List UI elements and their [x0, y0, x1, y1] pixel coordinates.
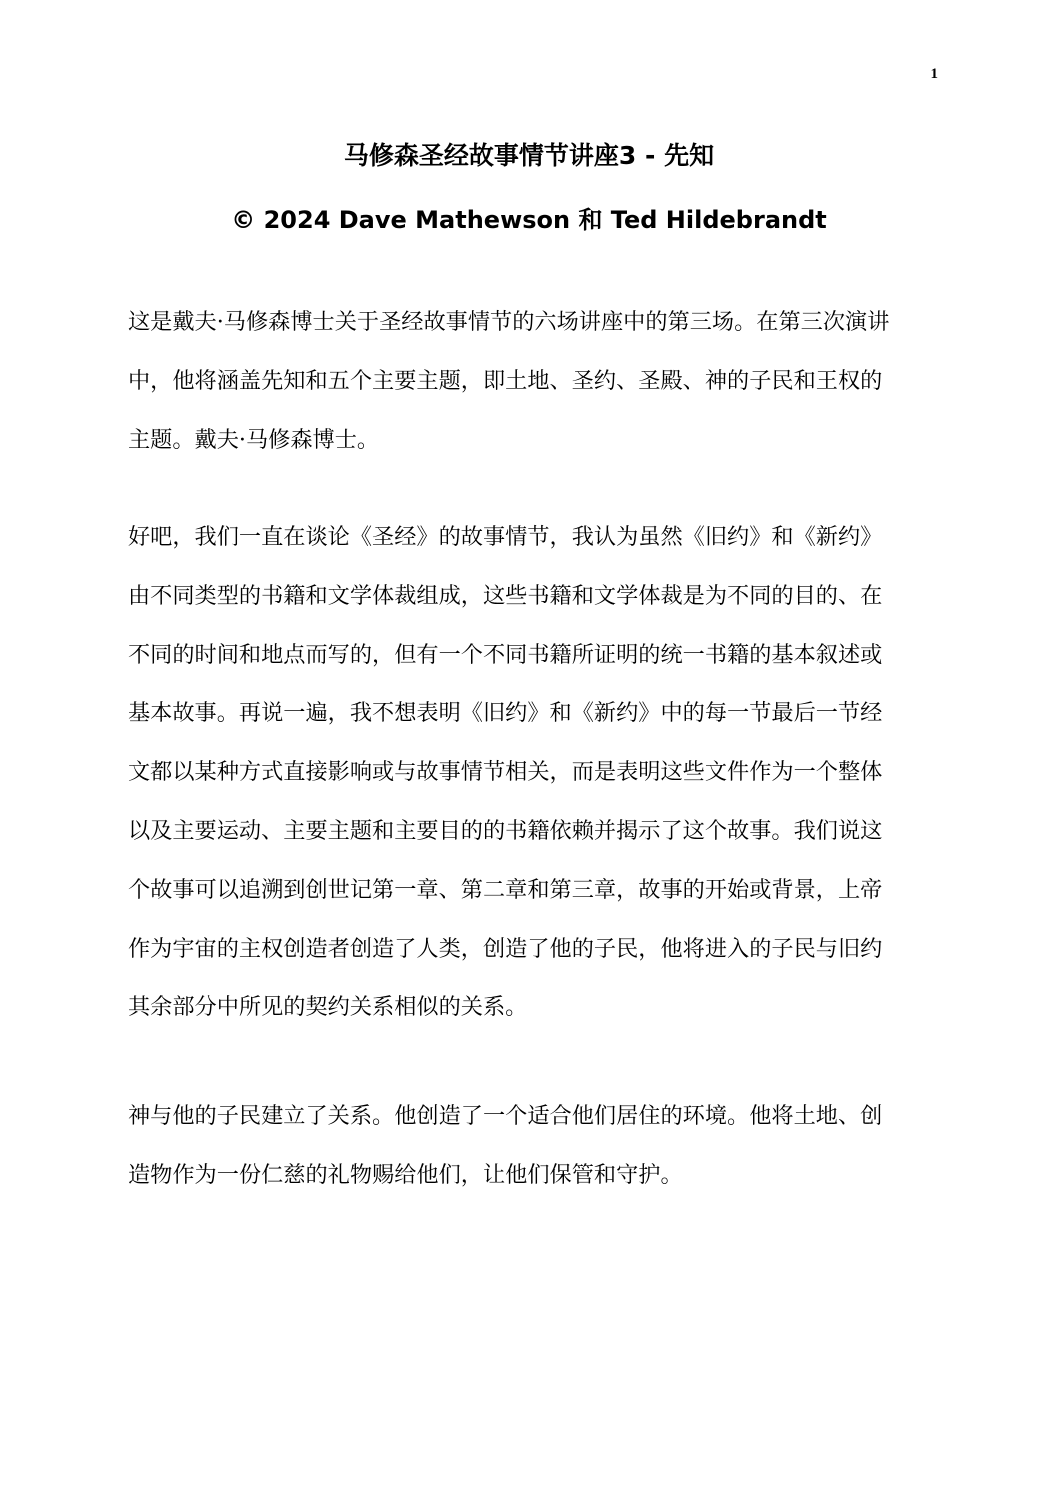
document-title: 马修森圣经故事情节讲座3 - 先知 [343, 141, 715, 170]
paragraph-line: 主题。戴夫·马修森博士。 [128, 426, 380, 453]
paragraph-line: 这是戴夫·马修森博士关于圣经故事情节的六场讲座中的第三场。在第三次演讲 [128, 309, 890, 335]
paragraph-line: 造物作为一份仁慈的礼物赐给他们，让他们保管和守护。 [128, 1161, 683, 1188]
paragraph-line: 个故事可以追溯到创世记第一章、第二章和第三章，故事的开始或背景，上帝 [128, 876, 883, 903]
paragraph-line: 中，他将涵盖先知和五个主要主题，即土地、圣约、圣殿、神的子民和王权的 [128, 367, 883, 394]
copyright-line: © 2024 Dave Mathewson 和 Ted Hildebrandt [231, 206, 827, 234]
paragraph-line: 以及主要运动、主要主题和主要目的的书籍依赖并揭示了这个故事。我们说这 [128, 817, 883, 844]
paragraph-relationship [128, 1087, 928, 1205]
paragraph-line: 好吧，我们一直在谈论《圣经》的故事情节，我认为虽然《旧约》和《新约》 [128, 524, 883, 550]
paragraph-line: 文都以某种方式直接影响或与故事情节相关，而是表明这些文件作为一个整体 [128, 759, 883, 786]
paragraph-line: 不同的时间和地点而写的，但有一个不同书籍所证明的统一书籍的基本叙述或 [128, 641, 883, 668]
paragraph-line: 作为宇宙的主权创造者创造了人类，创造了他的子民，他将进入的子民与旧约 [128, 935, 883, 962]
paragraph-line: 由不同类型的书籍和文学体裁组成，这些书籍和文学体裁是为不同的目的、在 [128, 582, 883, 609]
paragraph-line: 神与他的子民建立了关系。他创造了一个适合他们居住的环境。他将土地、创 [128, 1103, 883, 1129]
page-number: 1 [930, 66, 938, 82]
paragraph-line: 基本故事。再说一遍，我不想表明《旧约》和《新约》中的每一节最后一节经 [128, 700, 883, 727]
paragraph-storyline [128, 508, 928, 1037]
paragraph-intro [128, 293, 928, 469]
paragraph-line: 其余部分中所见的契约关系相似的关系。 [128, 994, 528, 1021]
